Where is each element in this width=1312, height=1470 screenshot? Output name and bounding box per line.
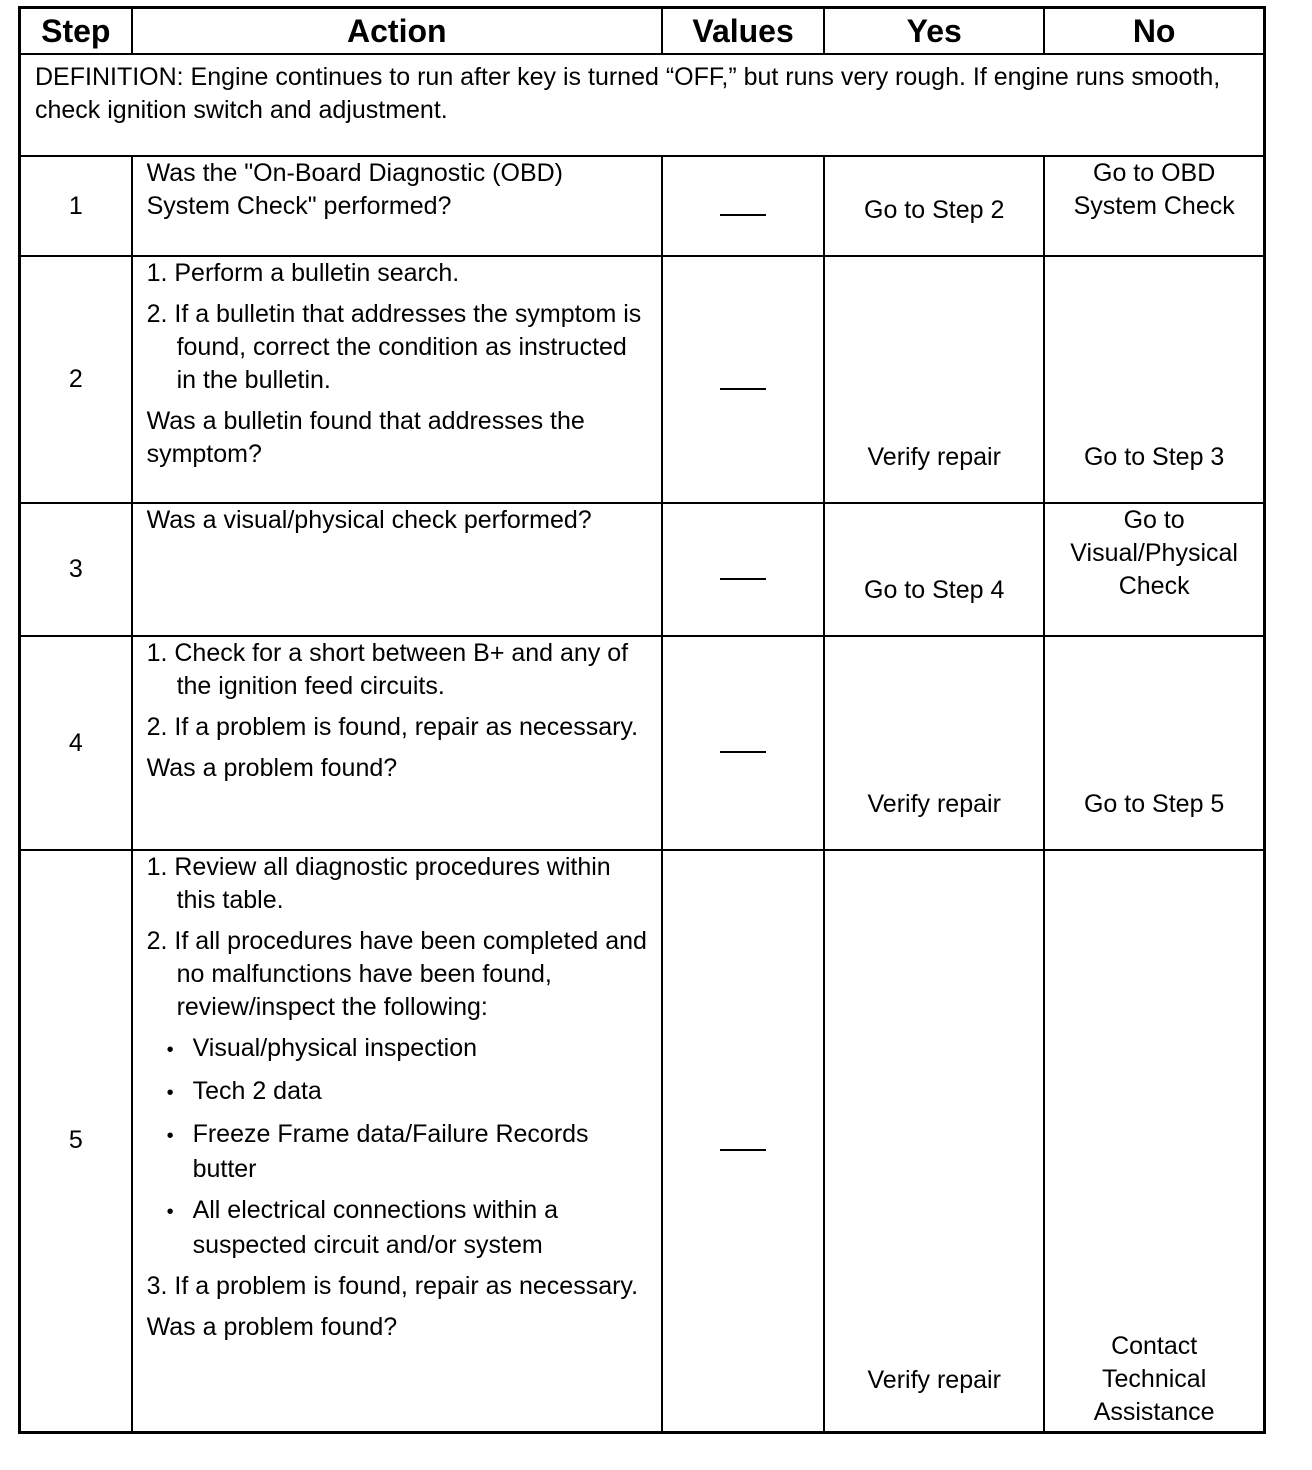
no-cell bbox=[1044, 256, 1264, 503]
bullet-icon: • bbox=[166, 1039, 174, 1061]
action-cell bbox=[132, 156, 662, 256]
no-result: Go to OBD System Check bbox=[1073, 159, 1235, 220]
no-cell bbox=[1044, 156, 1264, 256]
no-result: Go to Visual/Physical Check bbox=[1070, 506, 1238, 600]
values-dash bbox=[720, 1149, 766, 1151]
bullet-item: • Tech 2 data bbox=[147, 1075, 651, 1110]
step-number: 3 bbox=[20, 503, 132, 636]
table-row bbox=[20, 256, 1265, 503]
yes-cell bbox=[824, 636, 1044, 850]
action-step-2: 2. If all procedures have been completed and no malfunctions have been found, review/inspect the following: bbox=[146, 927, 647, 1021]
values-dash bbox=[720, 214, 766, 216]
values-dash bbox=[720, 578, 766, 580]
table-row bbox=[20, 636, 1265, 850]
header-no: No bbox=[1044, 8, 1264, 55]
header-values: Values bbox=[662, 8, 824, 55]
diagnostic-table bbox=[18, 6, 1266, 1434]
bullet-item: • Freeze Frame data/Failure Records butter bbox=[166, 1120, 589, 1183]
action-question: Was a problem found? bbox=[146, 754, 398, 782]
header-row bbox=[20, 8, 1265, 55]
action-step-1: 1. Check for a short between B+ and any of the ignition feed circuits. bbox=[146, 639, 629, 700]
values-cell bbox=[662, 256, 824, 503]
yes-cell bbox=[824, 156, 1044, 256]
definition-row bbox=[20, 54, 1265, 156]
no-cell bbox=[1044, 636, 1264, 850]
no-result: Contact Technical Assistance bbox=[1093, 1331, 1215, 1426]
header-yes: Yes bbox=[824, 8, 1044, 55]
values-cell bbox=[662, 850, 824, 1432]
values-dash bbox=[720, 751, 766, 753]
action-step-1: 1. Perform a bulletin search. bbox=[146, 259, 460, 287]
action-step-1: 1. Review all diagnostic procedures within this table. bbox=[146, 853, 611, 914]
action-cell bbox=[132, 503, 662, 636]
table-row bbox=[20, 850, 1265, 1432]
action-question: Was a problem found? bbox=[146, 1313, 398, 1341]
bullet-item: • All electrical connections within a suspected circuit and/or system bbox=[166, 1196, 559, 1259]
action-question: Was a visual/physical check performed? bbox=[146, 506, 592, 534]
step-number: 2 bbox=[20, 256, 132, 503]
action-question: Was a bulletin found that addresses the symptom? bbox=[146, 407, 585, 468]
yes-cell bbox=[824, 256, 1044, 503]
action-step-2: 2. If a bulletin that addresses the symptom is found, correct the condition as instructed in the bulletin. bbox=[146, 300, 642, 394]
definition-text: DEFINITION: Engine continues to run after key is turned “OFF,” but runs very rough. If engine runs smooth, check ignition switch and adjustment. bbox=[20, 54, 1265, 156]
action-question: Was the "On-Board Diagnostic (OBD) System Check" performed? bbox=[146, 159, 563, 220]
yes-result: Go to Step 4 bbox=[864, 576, 1005, 604]
yes-cell bbox=[824, 503, 1044, 636]
no-cell bbox=[1044, 850, 1264, 1432]
values-cell bbox=[662, 503, 824, 636]
header-action: Action bbox=[132, 8, 662, 55]
step-number: 4 bbox=[20, 636, 132, 850]
table-row bbox=[20, 503, 1265, 636]
yes-result: Verify repair bbox=[867, 1365, 1001, 1394]
no-cell bbox=[1044, 503, 1264, 636]
step-number: 1 bbox=[20, 156, 132, 256]
action-cell bbox=[132, 636, 662, 850]
action-step-2: 2. If a problem is found, repair as necessary. bbox=[146, 713, 639, 741]
table-row bbox=[20, 156, 1265, 256]
values-dash bbox=[720, 388, 766, 390]
no-result: Go to Step 3 bbox=[1083, 443, 1225, 471]
yes-cell bbox=[824, 850, 1044, 1432]
values-cell bbox=[662, 636, 824, 850]
bullet-icon: • bbox=[166, 1125, 174, 1147]
bullet-item: • Visual/physical inspection bbox=[147, 1032, 651, 1067]
action-cell bbox=[132, 850, 662, 1432]
yes-result: Verify repair bbox=[867, 790, 1001, 818]
step-number: 5 bbox=[20, 850, 132, 1432]
bullet-icon: • bbox=[166, 1201, 174, 1223]
header-step: Step bbox=[20, 8, 132, 55]
yes-result: Verify repair bbox=[867, 443, 1001, 471]
no-result: Go to Step 5 bbox=[1083, 790, 1225, 818]
values-cell bbox=[662, 156, 824, 256]
action-cell bbox=[132, 256, 662, 503]
bullet-icon: • bbox=[166, 1082, 174, 1104]
yes-result: Go to Step 2 bbox=[864, 196, 1005, 224]
action-step-3: 3. If a problem is found, repair as necessary. bbox=[146, 1272, 639, 1300]
